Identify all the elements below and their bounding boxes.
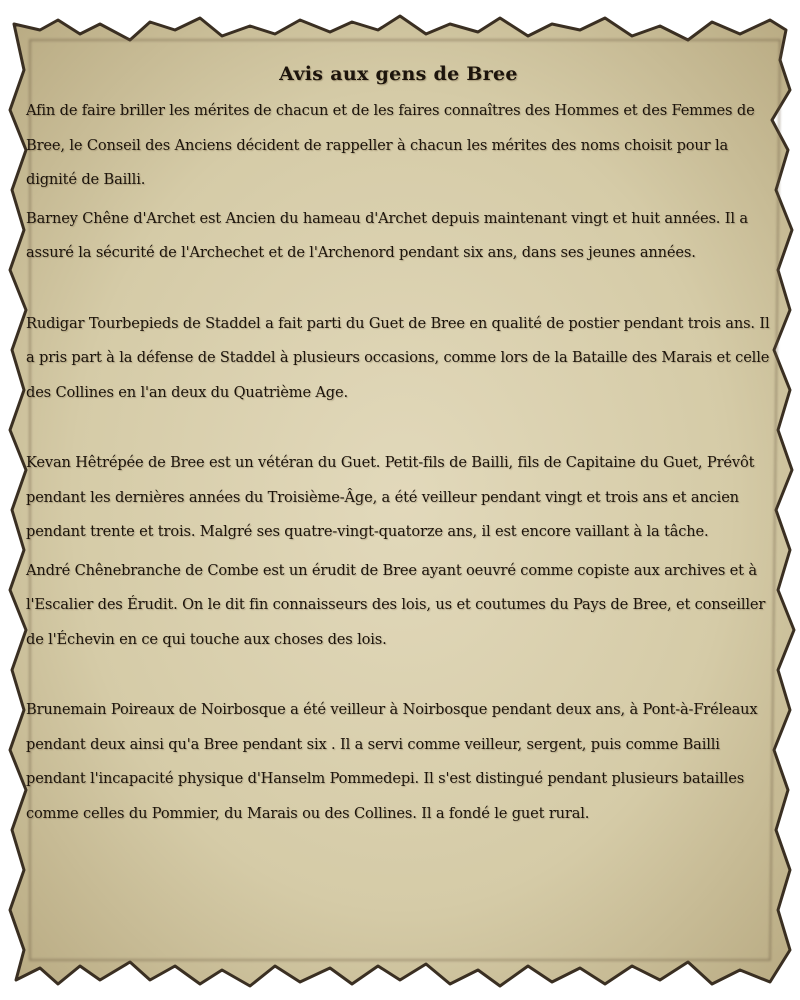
paragraph-andre: André Chênebranche de Combe est un érudit de Bree ayant oeuvré comme copiste aux archives et à l'Escalier des Érudit. On le dit fin connaisseurs des lois, us et coutumes du Pays de Bree, et conseiller de l'Échevin en ce qui touche aux choses des lois.: [26, 561, 766, 648]
notice-title: Avis aux gens de Bree: [279, 63, 518, 85]
paragraph-barney: Barney Chêne d'Archet est Ancien du hameau d'Archet depuis maintenant vingt et huit années. Il a assuré la sécurité de l'Archechet et de l'Archenord pendant six ans, dans ses jeunes années.: [26, 209, 748, 261]
notice-body: [26, 60, 771, 831]
paragraph-intro: Afin de faire briller les mérites de chacun et de les faires connaîtres des Hommes et des Femmes de Bree, le Conseil des Anciens décident de rappeller à chacun les mérites des noms choisit pour la dignité de Bailli.: [26, 102, 755, 188]
paragraph-kevan: Kevan Hêtrépée de Bree est un vétéran du Guet. Petit-fils de Bailli, fils de Capitaine du Guet, Prévôt pendant les dernières années du Troisième-Âge, a été veilleur pendant vingt et trois ans et ancien pendant trente et trois. Malgré ses quatre-vingt-quatorze ans, il est encore vaillant à la tâche.: [26, 454, 755, 540]
paragraph-brunemain: Brunemain Poireaux de Noirbosque a été veilleur à Noirbosque pendant deux ans, à Pont-à-Fréleaux pendant deux ainsi qu'a Bree pendant six . Il a servi comme veilleur, sergent, puis comme Bailli pendant l'incapacité physique d'Hanselm Pommedepi. Il s'est distingué pendant plusieurs batailles comme celles du Pommier, du Marais ou des Collines. Il a fondé le guet rural.: [26, 701, 758, 822]
paragraph-rudigar: Rudigar Tourbepieds de Staddel a fait parti du Guet de Bree en qualité de postier pendant trois ans. Il a pris part à la défense de Staddel à plusieurs occasions, comme lors de la Bataille des Marais et celle des Collines en l'an deux du Quatrième Age.: [26, 314, 770, 401]
